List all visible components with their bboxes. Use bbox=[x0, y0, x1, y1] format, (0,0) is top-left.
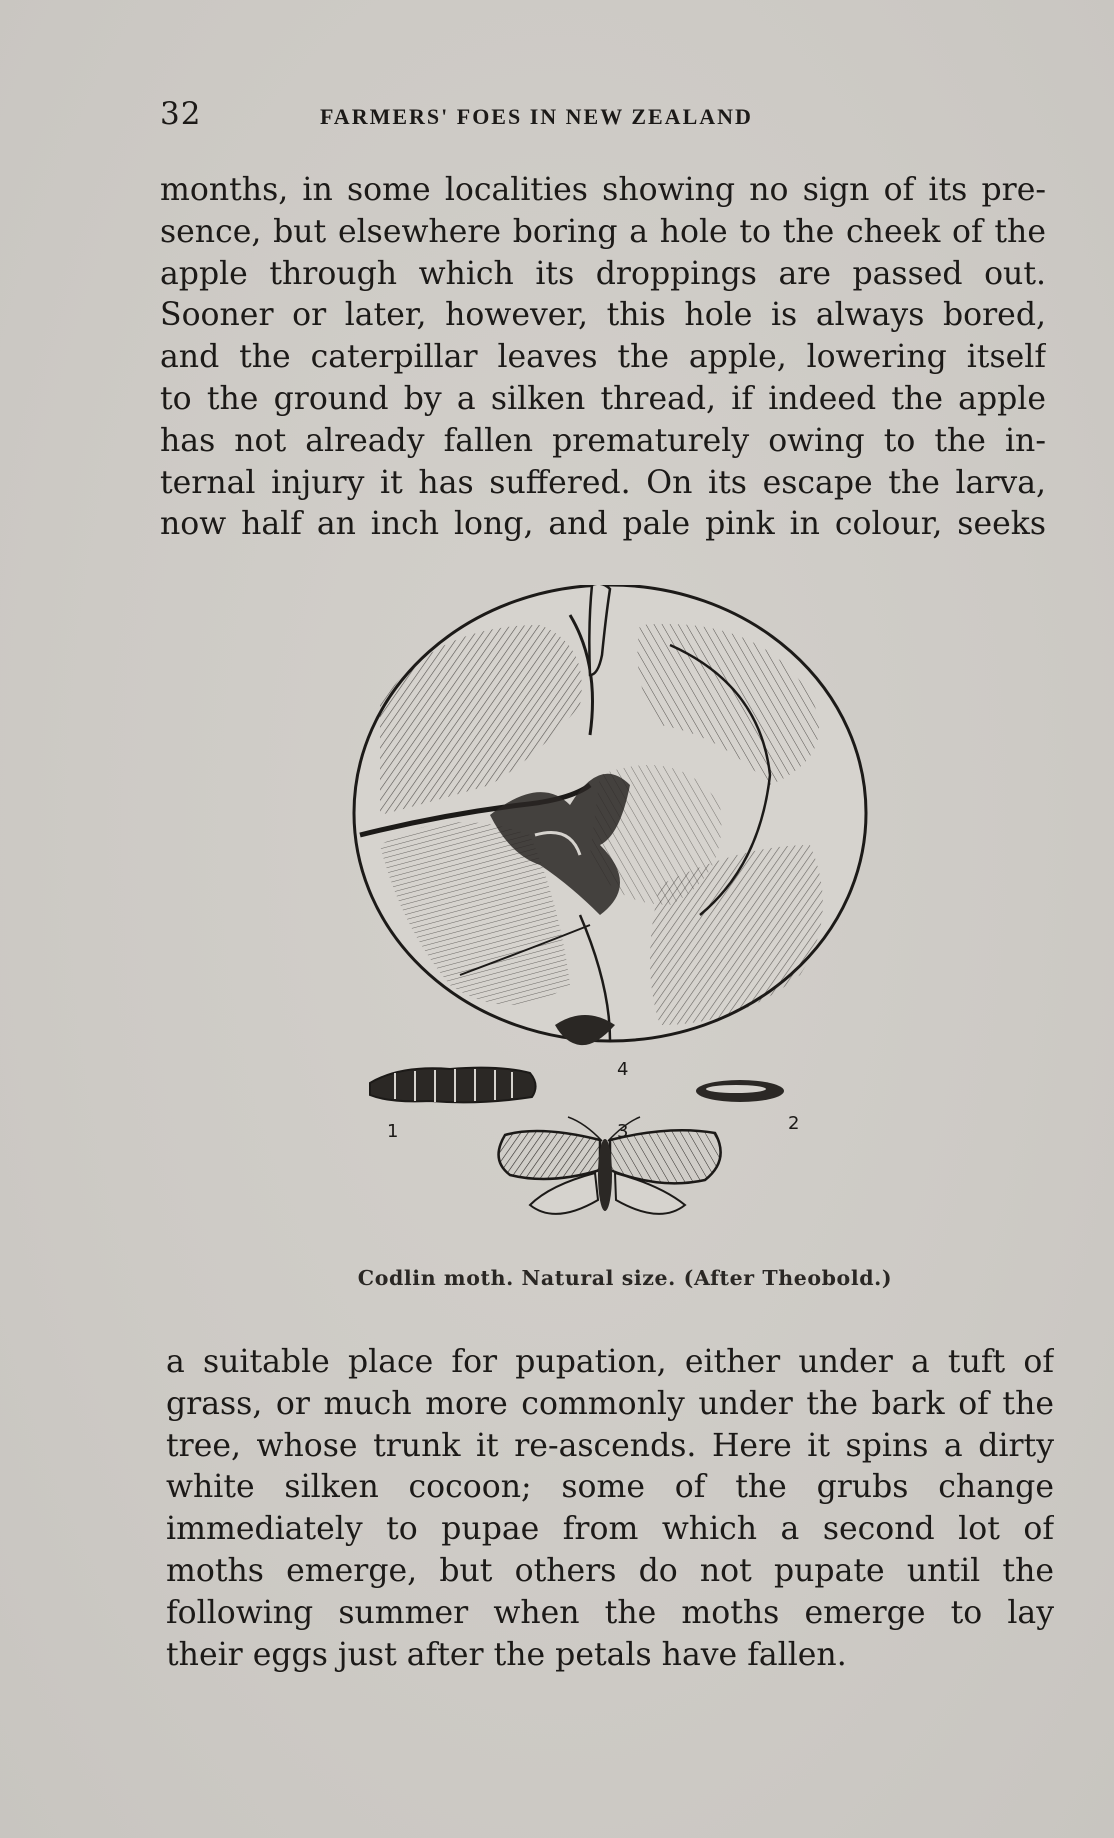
label-pupa: 2 bbox=[788, 1113, 800, 1134]
page-number: 32 bbox=[160, 96, 202, 132]
body-paragraph-top bbox=[160, 170, 1046, 546]
text-line: has not already fallen prematurely owing to the in- bbox=[160, 422, 1046, 459]
figure-caption: Codlin moth. Natural size. (After Theobold.) bbox=[357, 1266, 893, 1290]
text-line: Sooner or later, however, this hole is always bored, bbox=[160, 297, 1046, 334]
text-line: apple through which its droppings are passed out. bbox=[160, 255, 1046, 292]
label-larva: 1 bbox=[387, 1121, 399, 1142]
text-line: now half an inch long, and pale pink in colour, seeks bbox=[160, 506, 1046, 543]
larva-drawing bbox=[370, 1068, 536, 1103]
text-line: months, in some localities showing no sign of its pre- bbox=[160, 172, 1046, 208]
label-moth: 3 bbox=[617, 1121, 629, 1142]
text-line: and the caterpillar leaves the apple, lowering itself bbox=[160, 339, 1046, 376]
text-line: their eggs just after the petals have fallen. bbox=[166, 1636, 847, 1673]
text-line: moths emerge, but others do not pupate until the bbox=[166, 1552, 1054, 1589]
pupa-drawing bbox=[696, 1080, 784, 1102]
text-line: grass, or much more commonly under the bark of the bbox=[166, 1385, 1054, 1422]
apple-section bbox=[354, 585, 866, 1045]
moth-drawing bbox=[499, 1117, 721, 1214]
text-line: ternal injury it has suffered. On its escape the larva, bbox=[160, 464, 1046, 501]
text-line: tree, whose trunk it re-ascends. Here it spins a dirty bbox=[166, 1427, 1054, 1464]
text-line: to the ground by a silken thread, if indeed the apple bbox=[160, 380, 1046, 417]
text-line: a suitable place for pupation, either under a tuft of bbox=[166, 1344, 1054, 1380]
running-head: FARMERS' FOES IN NEW ZEALAND bbox=[320, 104, 753, 129]
page-header bbox=[160, 96, 1060, 136]
body-paragraph-bottom bbox=[166, 1342, 1054, 1676]
text-line: sence, but elsewhere boring a hole to the cheek of the bbox=[160, 213, 1046, 250]
text-line: following summer when the moths emerge to lay bbox=[166, 1594, 1054, 1631]
label-apple: 4 bbox=[617, 1059, 629, 1080]
text-line: immediately to pupae from which a second lot of bbox=[166, 1511, 1054, 1548]
codlin-moth-illustration bbox=[340, 585, 890, 1235]
text-line: white silken cocoon; some of the grubs change bbox=[166, 1469, 1054, 1506]
